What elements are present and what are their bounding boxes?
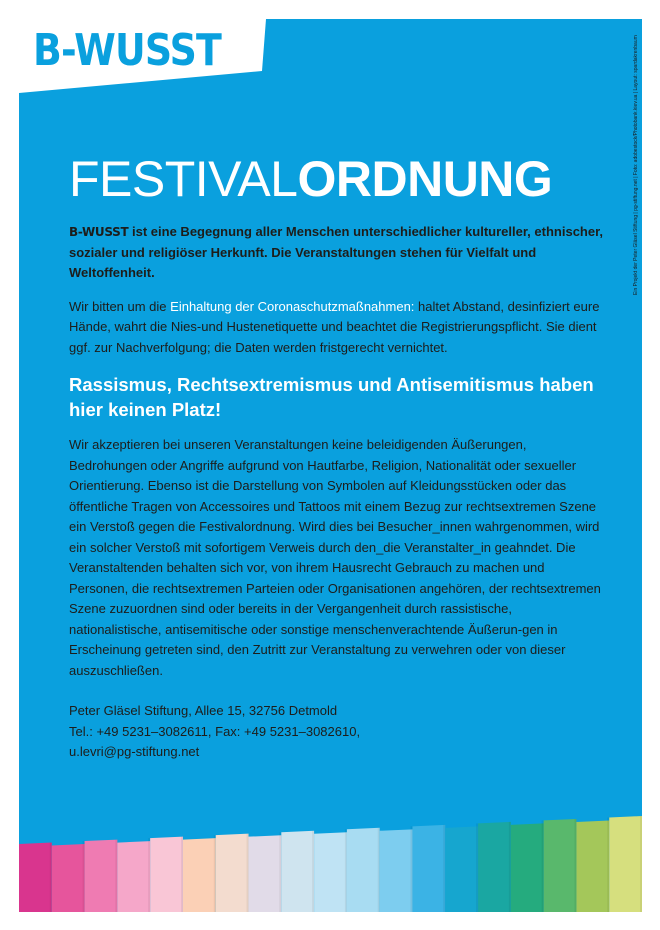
color-stripe: [52, 844, 85, 912]
contact-email: u.levri@pg-stiftung.net: [69, 744, 200, 759]
stripe-shadow: [378, 828, 380, 912]
stripe-shadow: [181, 837, 183, 912]
stripe-shadow: [345, 829, 347, 912]
intro-text: ist eine Begegnung aller Menschen unterschiedlicher kultureller, ethnischer, sozialer und religiöser Herkunft. Die Veranstaltungen stehen für Vielfalt und Weltoffenheit.: [69, 224, 604, 280]
corona-highlight: Einhaltung der Coronaschutzmaßnahmen:: [170, 298, 415, 314]
color-stripe: [511, 823, 544, 912]
stripe-shadow: [247, 834, 249, 912]
title-light: FESTIVAL: [69, 151, 298, 207]
color-stripe: [347, 828, 380, 912]
color-stripe: [85, 840, 118, 912]
color-stripe: [576, 820, 609, 912]
headline: Rassismus, Rechtsextremismus und Antisemitismus haben hier keinen Platz!: [69, 374, 594, 420]
color-stripe: [380, 829, 413, 912]
color-stripe: [544, 819, 577, 912]
stripe-shadow: [574, 819, 576, 912]
color-stripe: [150, 837, 183, 912]
corona-pre: Wir bitten um die: [69, 298, 171, 314]
stripe-shadow: [476, 823, 478, 912]
color-stripe: [183, 838, 216, 912]
contact-block: [69, 701, 604, 763]
stripe-shadow: [279, 832, 281, 912]
color-stripe: [19, 843, 52, 912]
corona-post: haltet Abstand, desinfiziert eure Hände, wahrt die Nies-und Hustenetiquette und beachtet die Registrierungspflicht. Sie dient ggf. zur Nachverfolgung; die Daten werden fristgerecht vernichtet.: [69, 298, 600, 355]
side-credit: Ein Projekt der Peter Gläsel Stiftung | pg-stiftung.net | Foto: adobestock/Photobank.kiev.ua | Layout: spardakrenbaum: [633, 35, 639, 295]
stripe-shadow: [312, 831, 314, 912]
stripe-shadow: [640, 816, 642, 912]
color-stripe: [445, 826, 478, 912]
stripe-shadow: [83, 841, 85, 912]
intro-paragraph: [69, 222, 604, 284]
stripe-shadow: [214, 835, 216, 912]
stripe-shadow: [50, 843, 52, 912]
logo-text: B-WUSST: [33, 25, 221, 76]
stripe-shadow: [115, 840, 117, 912]
color-stripe: [117, 841, 150, 912]
title-bold: ORDNUNG: [297, 151, 553, 207]
color-stripe: [216, 834, 249, 912]
contact-phone: Tel.: +49 5231–3082611, Fax: +49 5231–3082610,: [69, 723, 361, 739]
color-swatch-stripes: [19, 816, 642, 912]
color-stripe: [412, 825, 445, 912]
contact-address: Peter Gläsel Stiftung, Allee 15, 32756 Detmold: [69, 703, 338, 718]
stripe-shadow: [509, 822, 511, 912]
color-stripe: [314, 832, 347, 912]
body-paragraph: Wir akzeptieren bei unseren Veranstaltungen keine beleidigenden Äußerungen, Bedrohungen oder Angriffe aufgrund von Hautfarbe, Religion, Nationalität oder sexueller Orientierung. Ebenso ist die Darstellung von Symbolen auf Kleidungsstücken oder das öffentliche Tragen von Accessoires und Tattoos mit einem Bezug zur rechtsextremen Szene ein Verstoß gegen die Festivalordnung. Wird dies bei Besucher_innen wahrgenommen, wird ein solcher Verstoß mit sofortigem Verweis durch den_die Veranstalter_in geahndet. Die Veranstaltenden behalten sich vor, von ihrem Hausrecht Gebrauch zu machen und Personen, die rechtsextremen Parteien oder Organisationen angehören, der rechtsextremen Szene zuzuordnen sind oder bereits in der Vergangenheit durch rassistische, nationalistische, antisemitische oder sonstige menschenverachtende Äußerun-gen in Erscheinung getreten sind, den Zutritt zur Veranstaltung zu verwehren oder von dieser auszuschließen.: [69, 437, 601, 678]
stripe-shadow: [443, 825, 445, 912]
color-stripe: [281, 831, 314, 912]
intro-brand: B-WUSST: [69, 225, 129, 239]
page-title: [69, 150, 552, 208]
color-stripe: [478, 822, 511, 912]
color-stripe: [249, 835, 282, 912]
color-stripe: [609, 816, 642, 912]
festival-poster: [19, 19, 642, 912]
stripe-shadow: [542, 820, 544, 912]
stripe-shadow: [410, 826, 412, 912]
stripe-shadow: [607, 817, 609, 912]
main-content: [69, 222, 604, 763]
stripe-shadow: [148, 838, 150, 912]
corona-paragraph: [69, 297, 604, 359]
